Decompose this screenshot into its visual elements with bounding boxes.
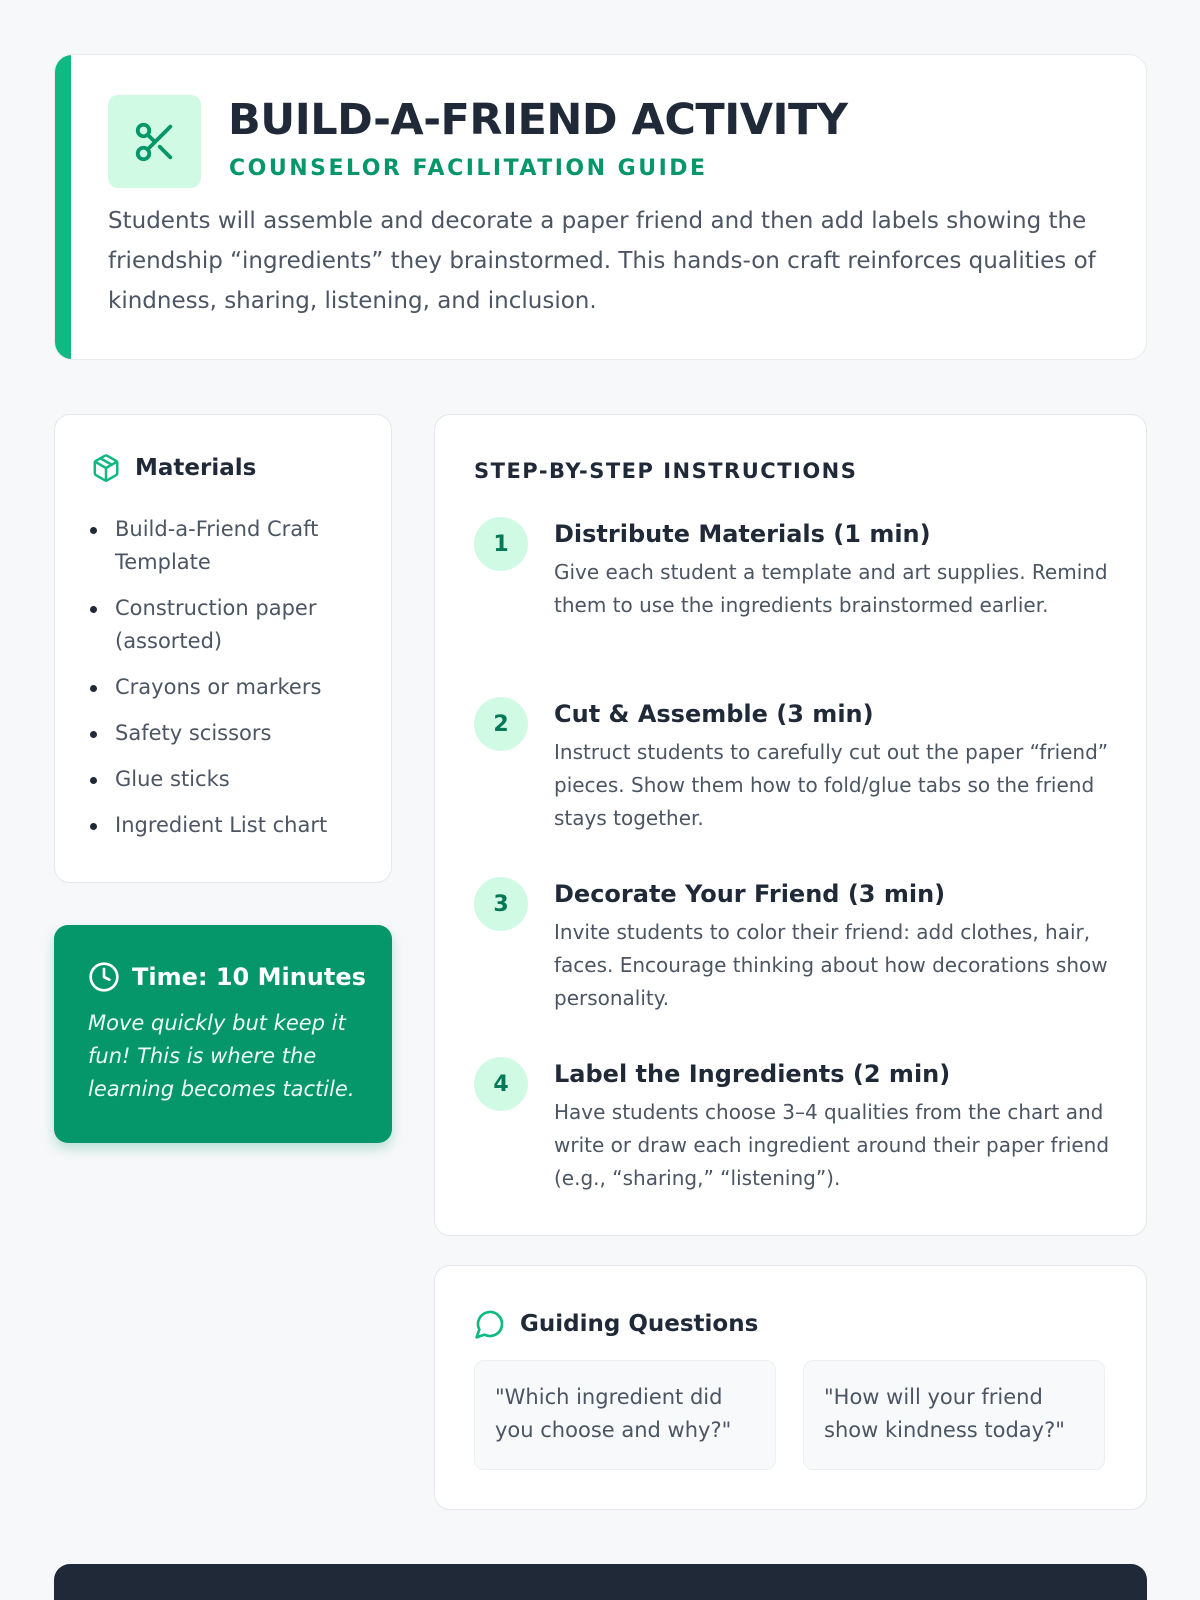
- materials-heading: [91, 453, 256, 483]
- speech-bubble-icon: [474, 1308, 506, 1340]
- step-title: Distribute Materials (1 min): [554, 520, 931, 548]
- page-subtitle: COUNSELOR FACILITATION GUIDE: [229, 156, 708, 181]
- step-title: Label the Ingredients (2 min): [554, 1060, 951, 1088]
- list-item: Crayons or markers: [89, 671, 379, 704]
- header-card: [54, 54, 1147, 360]
- time-heading-label: Time: 10 Minutes: [132, 963, 366, 991]
- list-item: Ingredient List chart: [89, 809, 379, 842]
- list-item: Construction paper (assorted): [89, 592, 379, 658]
- guiding-questions-heading-label: Guiding Questions: [520, 1311, 759, 1337]
- page-title: BUILD-A-FRIEND ACTIVITY: [228, 95, 848, 145]
- header-icon-container: [108, 95, 201, 188]
- materials-card: [54, 414, 392, 883]
- activity-description: Students will assemble and decorate a paper friend and then add labels showing the friendship “ingredients” they brainstormed. This hands-on craft reinforces qualities of kindness, sharing, listening, and inclusion.: [108, 208, 1096, 314]
- step-description: Give each student a template and art supplies. Remind them to use the ingredients brainstormed earlier.: [554, 560, 1108, 617]
- step-description: Instruct students to carefully cut out the paper “friend” pieces. Show them how to fold/glue tabs so the friend stays together.: [554, 740, 1109, 830]
- time-note: Move quickly but keep it fun! This is where the learning becomes tactile.: [88, 1011, 355, 1101]
- package-icon: [91, 453, 121, 483]
- question-box: "How will your friend show kindness today?": [803, 1360, 1105, 1470]
- guiding-questions-card: [434, 1265, 1147, 1510]
- footer-bar: [54, 1564, 1147, 1600]
- list-item: Build-a-Friend Craft Template: [89, 513, 379, 579]
- question-box: "Which ingredient did you choose and why?": [474, 1360, 776, 1470]
- scissors-icon: [132, 119, 178, 165]
- clock-icon: [88, 961, 120, 993]
- header-accent-bar: [55, 55, 71, 359]
- list-item: Safety scissors: [89, 717, 379, 750]
- list-item: Glue sticks: [89, 763, 379, 796]
- guiding-questions-heading: [474, 1308, 758, 1340]
- instructions-card: [434, 414, 1147, 1236]
- step-number-badge: 2: [474, 697, 528, 751]
- time-heading: [88, 961, 366, 993]
- step-description: Have students choose 3–4 qualities from the chart and write or draw each ingredient around their paper friend (e.g., “sharing,” “listening”).: [554, 1100, 1110, 1190]
- time-card: [54, 925, 392, 1143]
- step-title: Cut & Assemble (3 min): [554, 700, 874, 728]
- materials-heading-label: Materials: [135, 455, 257, 481]
- instructions-heading: STEP-BY-STEP INSTRUCTIONS: [474, 459, 858, 483]
- materials-list: [89, 513, 379, 855]
- step-number-badge: 4: [474, 1057, 528, 1111]
- step-title: Decorate Your Friend (3 min): [554, 880, 946, 908]
- step-description: Invite students to color their friend: add clothes, hair, faces. Encourage thinking about how decorations show personality.: [554, 920, 1108, 1010]
- step-number-badge: 3: [474, 877, 528, 931]
- step-number-badge: 1: [474, 517, 528, 571]
